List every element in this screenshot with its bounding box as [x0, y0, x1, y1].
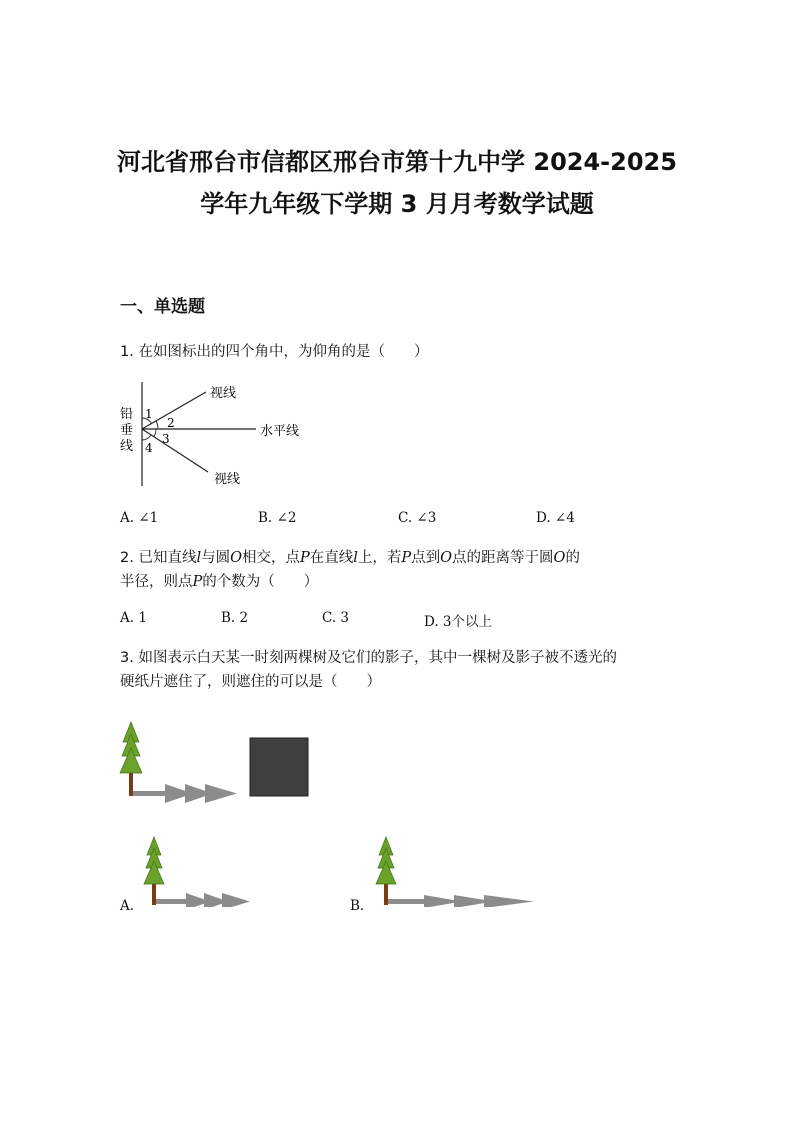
- vertical-label-3: 线: [120, 439, 134, 454]
- option-b-figure[interactable]: [372, 835, 540, 907]
- vertical-label-2: 垂: [120, 423, 134, 438]
- page-title-line1: 河北省邢台市信都区邢台市第十九中学 2024-2025: [117, 148, 677, 176]
- shadow-arrow-3: [222, 893, 250, 907]
- angle-label-4: 4: [145, 441, 153, 455]
- question-1-text: 1. 在如图标出的四个角中，为仰角的是（ ）: [120, 344, 429, 360]
- question-3-option-a[interactable]: A.: [120, 898, 135, 914]
- shadow-base: [156, 899, 186, 904]
- angle-label-3: 3: [162, 432, 170, 446]
- question-2-option-d[interactable]: D. 3个以上: [424, 614, 493, 630]
- section-heading: 一、单选题: [120, 297, 205, 317]
- tree-foliage-bottom: [120, 748, 142, 773]
- question-3-text: 3. 如图表示白天某一时刻两棵树及它们的影子，其中一棵树及影子被不透光的 硬纸片遮住了，则遮住的可以是（ ）: [120, 650, 617, 690]
- question-1-option-c[interactable]: C. ∠3: [398, 510, 437, 526]
- angle-arc-4: [142, 435, 151, 440]
- shadow-base: [133, 791, 165, 796]
- tree-trunk: [384, 881, 388, 905]
- tree-trunk: [152, 881, 156, 905]
- question-2-option-b[interactable]: B. 2: [221, 610, 249, 626]
- shadow-arrow-3: [484, 895, 534, 907]
- shadow-arrow-3: [205, 784, 237, 803]
- question-2-text: 2. 已知直线l与圆O相交，点P在直线l上，若P点到O点的距离等于圆O的 半径，则点P的个数为（ ）: [120, 550, 580, 590]
- shadow-base: [388, 899, 424, 904]
- question-2-option-c[interactable]: C. 3: [322, 610, 350, 626]
- lower-sight-label: 视线: [214, 472, 241, 487]
- question-1-option-a[interactable]: A. ∠1: [120, 510, 159, 526]
- question-1-figure: [110, 378, 340, 493]
- question-1-option-d[interactable]: D. ∠4: [536, 510, 575, 526]
- question-2-option-a[interactable]: A. 1: [120, 610, 147, 626]
- question-3-figure: [115, 718, 315, 803]
- opaque-card: [250, 738, 308, 796]
- vertical-label-1: 铅: [120, 407, 134, 422]
- angle-label-2: 2: [167, 416, 175, 430]
- angle-arc-3: [154, 429, 156, 437]
- option-a-figure[interactable]: [140, 835, 255, 907]
- tree-foliage-bottom: [376, 861, 396, 884]
- question-1-option-b[interactable]: B. ∠2: [258, 510, 297, 526]
- tree-foliage-bottom: [144, 861, 164, 884]
- angle-label-1: 1: [145, 407, 153, 421]
- question-3-option-b[interactable]: B.: [350, 898, 365, 914]
- angle-arc-2: [156, 421, 158, 429]
- page-title-line2: 学年九年级下学期 3 月月考数学试题: [200, 190, 594, 218]
- horizontal-label: 水平线: [260, 424, 300, 439]
- upper-sight-label: 视线: [210, 386, 237, 401]
